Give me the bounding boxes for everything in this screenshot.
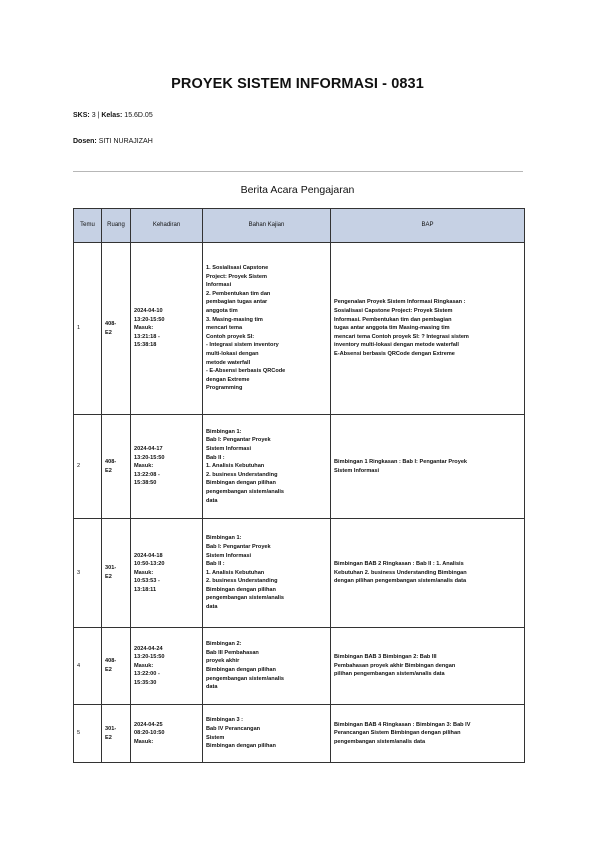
- cell-bahan-kajian-line: proyek akhir: [206, 658, 240, 665]
- cell-ruang: [102, 519, 131, 628]
- cell-bahan-kajian-line: Sistem: [206, 734, 225, 741]
- table-row: [74, 519, 525, 628]
- cell-bahan-kajian-line: Bimbingan dengan pilihan: [206, 743, 276, 750]
- dosen-value: SITI NURAJIZAH: [98, 138, 153, 145]
- cell-kehadiran-line: Masuk:: [134, 738, 154, 745]
- kelas-label: Kelas:: [101, 112, 123, 119]
- cell-bap-line: pilihan pengembangan sistem/analis data: [334, 671, 445, 678]
- cell-bahan-kajian-line: data: [206, 497, 218, 504]
- cell-bap: [331, 519, 525, 628]
- cell-temu: 2: [74, 415, 102, 519]
- separator: |: [97, 112, 100, 119]
- cell-bahan-kajian-line: pengembangan sistem/analis: [206, 595, 285, 602]
- cell-bahan-kajian-line: - Integrasi sistem inventory: [206, 342, 279, 349]
- cell-bahan-kajian-line: Bimbingan 3 :: [206, 717, 243, 724]
- divider: [73, 171, 523, 172]
- header-temu: Temu: [74, 209, 102, 243]
- cell-bap-line: pengembangan sistem/analis data: [334, 738, 426, 745]
- cell-bahan-kajian-line: Sistem Informasi: [206, 446, 252, 453]
- cell-bahan-kajian-line: data: [206, 684, 218, 691]
- cell-kehadiran: [131, 243, 203, 415]
- cell-kehadiran: [131, 415, 203, 519]
- cell-ruang-line: E2: [105, 734, 112, 741]
- cell-bahan-kajian-line: Bimbingan 1:: [206, 535, 242, 542]
- section-title: Berita Acara Pengajaran: [240, 184, 355, 196]
- cell-kehadiran-line: 13:22:00 -: [134, 671, 160, 678]
- cell-bap-line: Bimbingan 1 Ringkasan : Bab I: Pengantar Proyek: [334, 458, 468, 465]
- header-ruang: Ruang: [102, 209, 131, 243]
- cell-bap-line: Bimbingan BAB 4 Ringkasan : Bimbingan 3: Bab IV: [334, 721, 471, 728]
- cell-kehadiran-line: 2024-04-24: [134, 645, 163, 652]
- cell-kehadiran-line: 15:35:30: [134, 679, 157, 686]
- cell-bap-line: inventory multi-lokasi dengan metode waterfall: [334, 342, 459, 349]
- header-bap: BAP: [331, 209, 525, 243]
- cell-temu: 4: [74, 628, 102, 705]
- header-kehadiran: Kehadiran: [131, 209, 203, 243]
- cell-bahan-kajian-line: Contoh proyek SI:: [206, 333, 255, 340]
- cell-bahan-kajian: [203, 519, 331, 628]
- cell-bap: [331, 628, 525, 705]
- cell-ruang-line: 408-: [105, 320, 117, 327]
- cell-bahan-kajian-line: Bab II :: [206, 561, 225, 568]
- cell-ruang: [102, 415, 131, 519]
- cell-kehadiran-line: Masuk:: [134, 662, 154, 669]
- cell-ruang-line: 408-: [105, 658, 117, 665]
- course-title: PROYEK SISTEM INFORMASI - 0831: [171, 76, 424, 92]
- cell-kehadiran-line: 13:21:18 -: [134, 333, 160, 340]
- cell-bap: [331, 243, 525, 415]
- cell-bahan-kajian-line: Bab IV Perancangan: [206, 725, 261, 732]
- cell-ruang-line: E2: [105, 574, 112, 580]
- cell-kehadiran-line: 15:38:50: [134, 480, 157, 487]
- table-row: [74, 243, 525, 415]
- cell-kehadiran-line: 10:53:53 -: [134, 578, 160, 585]
- cell-bahan-kajian-line: 2. business Understanding: [206, 578, 278, 585]
- cell-kehadiran-line: 13:20-15:50: [134, 316, 165, 323]
- cell-bahan-kajian-line: data: [206, 604, 218, 611]
- cell-bahan-kajian-line: Project: Proyek Sistem: [206, 273, 267, 280]
- cell-bahan-kajian-line: - E-Absensi berbasis QRCode: [206, 368, 286, 375]
- cell-bahan-kajian-line: Bab III Pembahasan: [206, 649, 259, 656]
- cell-bahan-kajian-line: pembagian tugas antar: [206, 299, 268, 306]
- cell-bahan-kajian-line: Programming: [206, 385, 243, 392]
- cell-bahan-kajian-line: Bimbingan dengan pilihan: [206, 667, 276, 673]
- cell-ruang: [102, 705, 131, 763]
- cell-bahan-kajian-line: mencari tema: [206, 325, 243, 332]
- cell-ruang-line: 301-: [105, 565, 117, 572]
- cell-kehadiran-line: 2024-04-18: [134, 552, 163, 559]
- cell-ruang-line: 301-: [105, 725, 117, 732]
- cell-kehadiran-line: Masuk:: [134, 569, 154, 576]
- cell-ruang-line: E2: [105, 667, 112, 673]
- cell-bap-line: Kebutuhan 2. business Understanding Bimbingan: [334, 569, 467, 576]
- course-info-line: [73, 112, 153, 119]
- cell-bahan-kajian-line: pengembangan sistem/analis: [206, 488, 285, 495]
- cell-ruang-line: 408-: [105, 458, 117, 465]
- cell-kehadiran-line: 08:20-10:50: [134, 730, 165, 737]
- cell-bahan-kajian-line: 2. Pembentukan tim dan: [206, 290, 271, 297]
- cell-bahan-kajian-line: Bimbingan dengan pilihan: [206, 586, 276, 593]
- cell-bahan-kajian-line: 1. Analisis Kebutuhan: [206, 463, 265, 470]
- attendance-table: [73, 208, 525, 763]
- sks-label: SKS:: [73, 112, 90, 119]
- cell-bahan-kajian-line: Informasi: [206, 282, 232, 289]
- cell-kehadiran: [131, 705, 203, 763]
- cell-ruang-line: E2: [105, 329, 112, 336]
- cell-bap-line: Perancangan Sistem Bimbingan dengan pilihan: [334, 730, 461, 737]
- table-row: [74, 705, 525, 763]
- cell-bahan-kajian-line: multi-lokasi dengan: [206, 350, 259, 357]
- cell-bahan-kajian: [203, 415, 331, 519]
- cell-bahan-kajian-line: Bab I: Pengantar Proyek: [206, 437, 271, 444]
- cell-bahan-kajian-line: Bimbingan dengan pilihan: [206, 480, 276, 487]
- cell-kehadiran-line: 2024-04-10: [134, 308, 163, 315]
- cell-bap-line: Pembahasan proyek akhir Bimbingan dengan: [334, 662, 456, 669]
- cell-bahan-kajian-line: Bab II :: [206, 454, 225, 461]
- dosen-label: Dosen:: [73, 138, 97, 145]
- cell-bap-line: Bimbingan BAB 2 Ringkasan : Bab II : 1. Analisis: [334, 561, 464, 568]
- cell-bap: [331, 705, 525, 763]
- cell-kehadiran-line: 13:22:08 -: [134, 471, 160, 478]
- cell-kehadiran: [131, 519, 203, 628]
- cell-bap-line: Sosialisasi Capstone Project: Proyek Sistem: [334, 308, 453, 315]
- cell-ruang: [102, 628, 131, 705]
- cell-kehadiran-line: 13:18:11: [134, 586, 157, 593]
- cell-bahan-kajian-line: Bab I: Pengantar Proyek: [206, 543, 271, 550]
- cell-temu: 1: [74, 243, 102, 415]
- cell-temu: 3: [74, 519, 102, 628]
- cell-temu: 5: [74, 705, 102, 763]
- cell-bahan-kajian: [203, 628, 331, 705]
- cell-ruang: [102, 243, 131, 415]
- cell-kehadiran-line: 10:50-13:20: [134, 561, 165, 568]
- cell-bahan-kajian: [203, 705, 331, 763]
- cell-kehadiran-line: Masuk:: [134, 463, 154, 470]
- cell-kehadiran-line: 15:38:18: [134, 342, 157, 349]
- header-bahan-kajian: Bahan Kajian: [203, 209, 331, 243]
- cell-ruang-line: E2: [105, 467, 112, 474]
- cell-kehadiran-line: 13:20-15:50: [134, 654, 165, 661]
- cell-bahan-kajian-line: metode waterfall: [206, 359, 251, 366]
- cell-bahan-kajian-line: Bimbingan 2:: [206, 641, 242, 648]
- cell-bap-line: Bimbingan BAB 3 Bimbingan 2: Bab III: [334, 654, 437, 661]
- cell-bahan-kajian: [203, 243, 331, 415]
- cell-bap-line: tugas antar anggota tim Masing-masing tim: [334, 325, 450, 332]
- cell-bap-line: mencari tema Contoh proyek SI: ? Integrasi sistem: [334, 333, 469, 340]
- cell-bap-line: E-Absensi berbasis QRCode dengan Extreme: [334, 350, 455, 357]
- table-row: [74, 628, 525, 705]
- cell-bahan-kajian-line: 1. Sosialisasi Capstone: [206, 265, 269, 272]
- cell-bahan-kajian-line: 1. Analisis Kebutuhan: [206, 569, 265, 576]
- cell-bahan-kajian-line: dengan Extreme: [206, 376, 250, 383]
- cell-bahan-kajian-line: pengembangan sistem/analis: [206, 675, 285, 682]
- cell-bap-line: dengan pilihan pengembangan sistem/analis data: [334, 578, 467, 585]
- cell-bap-line: Sistem Informasi: [334, 467, 380, 474]
- table-row: [74, 415, 525, 519]
- lecturer-line: [73, 138, 153, 145]
- cell-kehadiran: [131, 628, 203, 705]
- cell-kehadiran-line: 2024-04-17: [134, 446, 163, 453]
- table-header-row: [74, 209, 525, 243]
- cell-bahan-kajian-line: anggota tim: [206, 308, 238, 315]
- cell-bap-line: Informasi. Pembentukan tim dan pembagian: [334, 316, 452, 323]
- cell-bahan-kajian-line: 3. Masing-masing tim: [206, 316, 263, 323]
- cell-kehadiran-line: 2024-04-25: [134, 721, 163, 728]
- cell-bap: [331, 415, 525, 519]
- cell-bahan-kajian-line: 2. business Understanding: [206, 471, 278, 478]
- cell-kehadiran-line: 13:20-15:50: [134, 454, 165, 461]
- cell-bahan-kajian-line: Sistem Informasi: [206, 552, 252, 559]
- cell-bahan-kajian-line: Bimbingan 1:: [206, 428, 242, 435]
- kelas-value: 15.6D.05: [124, 112, 153, 119]
- cell-kehadiran-line: Masuk:: [134, 325, 154, 332]
- sks-value: 3: [91, 112, 96, 119]
- cell-bap-line: Pengenalan Proyek Sistem Informasi Ringkasan :: [334, 299, 466, 306]
